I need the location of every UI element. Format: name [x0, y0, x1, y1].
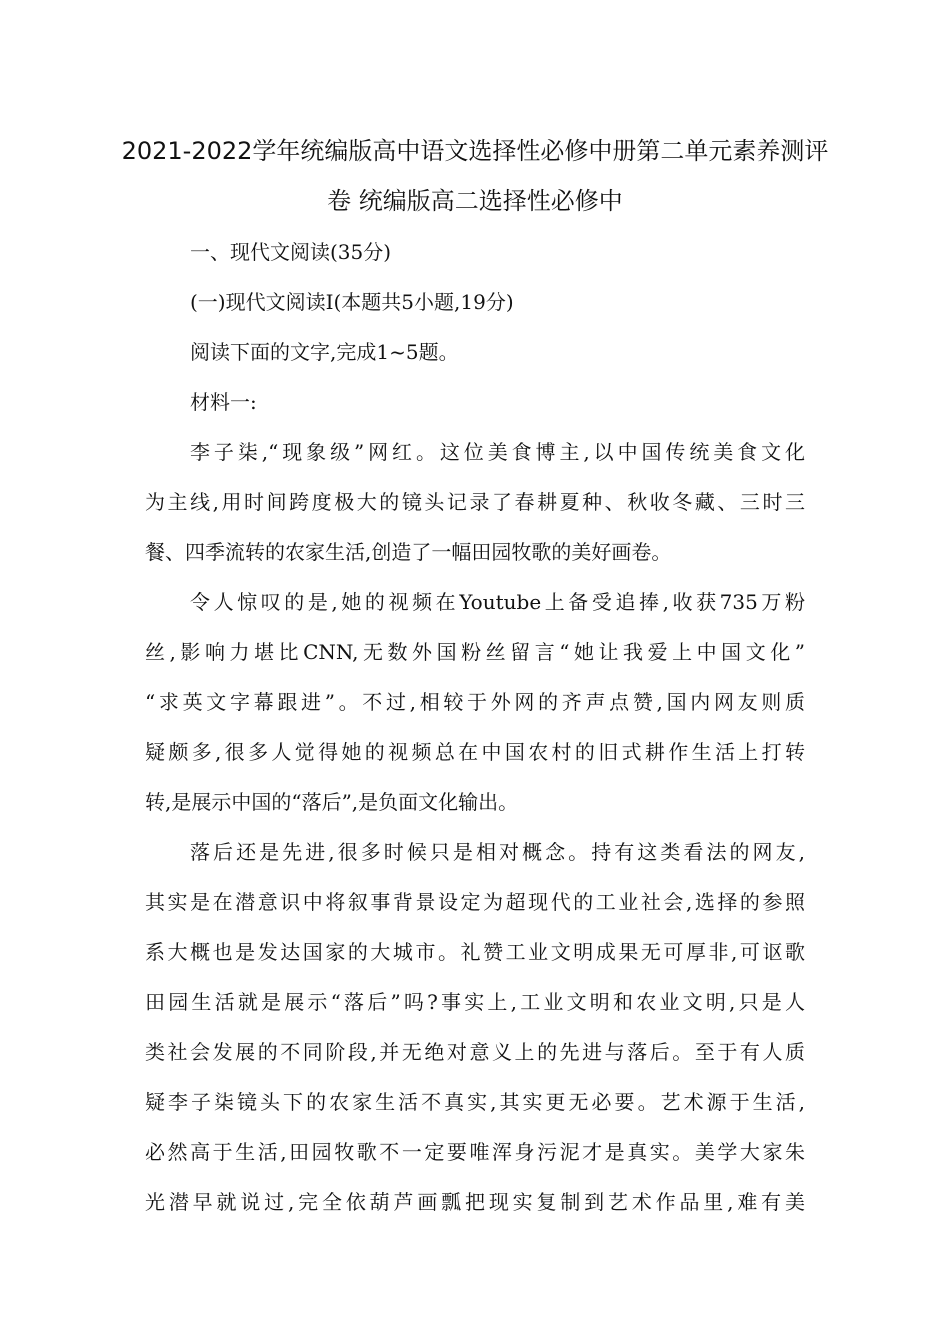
paragraph-2-line-5: 转,是展示中国的“落后”,是负面文化输出。: [145, 790, 519, 814]
sub-heading: (一)现代文阅读Ⅰ(本题共5小题,19分): [190, 290, 514, 314]
paragraph-2-line-1: 令人惊叹的是,她的视频在Youtube上备受追捧,收获735万粉: [190, 590, 805, 614]
section-heading: 一、现代文阅读(35分): [190, 240, 392, 264]
paragraph-1-line-1: 李子柒,“现象级”网红。这位美食博主,以中国传统美食文化: [190, 440, 805, 464]
paragraph-2-line-2: 丝,影响力堪比CNN,无数外国粉丝留言“她让我爱上中国文化”: [145, 640, 805, 664]
paragraph-3-line-1: 落后还是先进,很多时候只是相对概念。持有这类看法的网友,: [190, 840, 805, 864]
paragraph-3-line-3: 系大概也是发达国家的大城市。礼赞工业文明成果无可厚非,可讴歌: [145, 940, 805, 964]
paragraph-1-line-3: 餐、四季流转的农家生活,创造了一幅田园牧歌的美好画卷。: [145, 540, 672, 564]
document-title-line-1: 2021-2022学年统编版高中语文选择性必修中册第二单元素养测评: [121, 137, 829, 165]
paragraph-1-line-2: 为主线,用时间跨度极大的镜头记录了春耕夏种、秋收冬藏、三时三: [145, 490, 805, 514]
paragraph-3-line-6: 疑李子柒镜头下的农家生活不真实,其实更无必要。艺术源于生活,: [145, 1090, 805, 1114]
paragraph-3-line-7: 必然高于生活,田园牧歌不一定要唯浑身污泥才是真实。美学大家朱: [145, 1140, 805, 1164]
reading-instruction: 阅读下面的文字,完成1~5题。: [190, 340, 459, 364]
document-title-line-2: 卷 统编版高二选择性必修中: [327, 187, 623, 215]
paragraph-3-line-4: 田园生活就是展示“落后”吗?事实上,工业文明和农业文明,只是人: [145, 990, 805, 1014]
paragraph-3-line-2: 其实是在潜意识中将叙事背景设定为超现代的工业社会,选择的参照: [145, 890, 805, 914]
paragraph-2-line-4: 疑颇多,很多人觉得她的视频总在中国农村的旧式耕作生活上打转: [145, 740, 805, 764]
paragraph-2-line-3: “求英文字幕跟进”。不过,相较于外网的齐声点赞,国内网友则质: [145, 690, 805, 714]
material-label: 材料一:: [190, 390, 257, 414]
paragraph-3-line-8: 光潜早就说过,完全依葫芦画瓢把现实复制到艺术作品里,难有美: [145, 1190, 805, 1214]
paragraph-3-line-5: 类社会发展的不同阶段,并无绝对意义上的先进与落后。至于有人质: [145, 1040, 805, 1064]
